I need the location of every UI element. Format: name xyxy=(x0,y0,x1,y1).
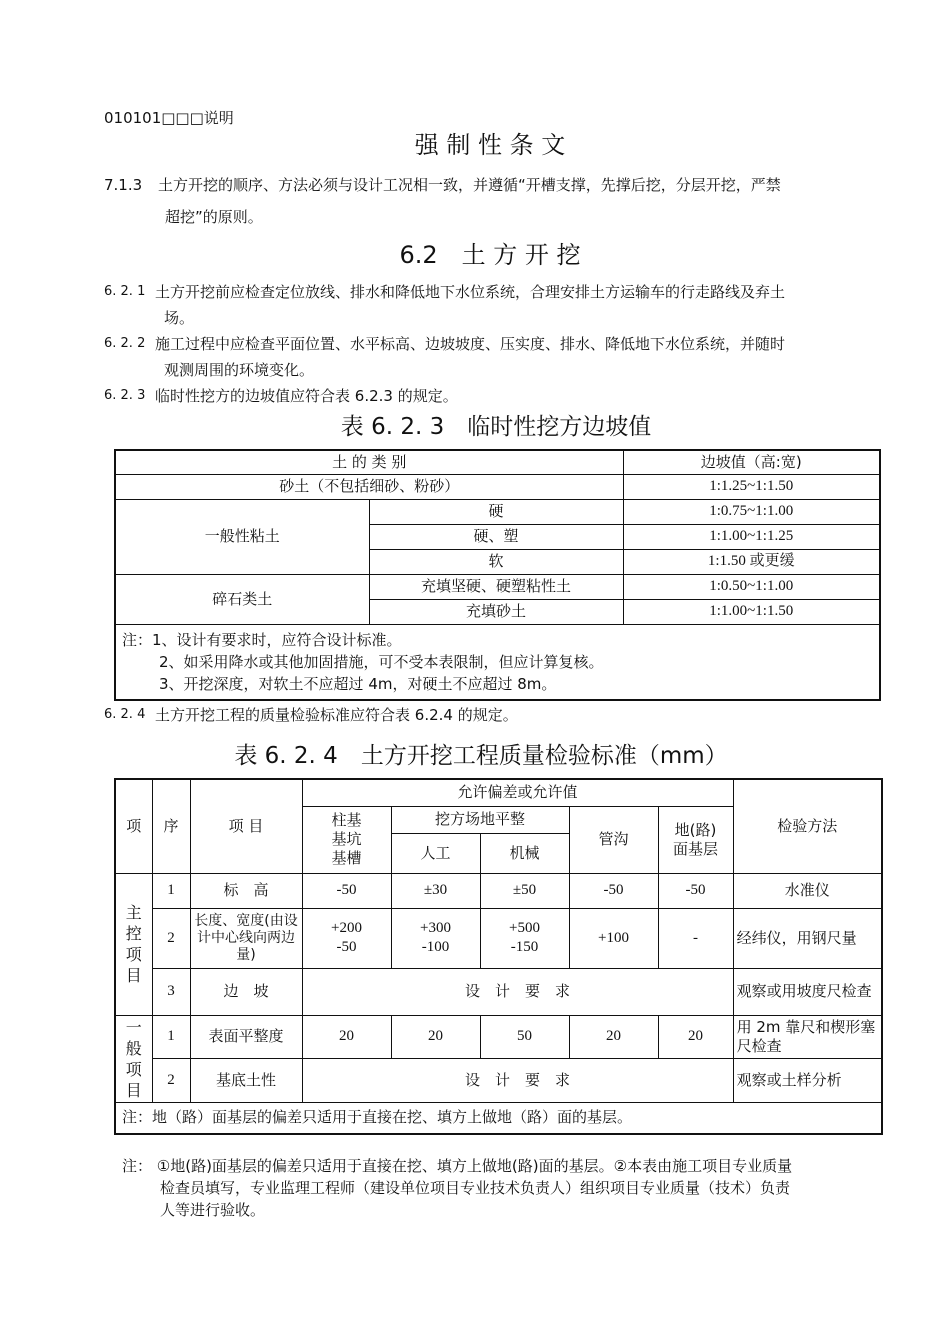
row-item: 边 坡 xyxy=(190,968,302,1015)
slope-value: 1:0.75~1:1.00 xyxy=(623,499,880,524)
quality-table xyxy=(114,778,883,1135)
clause-624-text: 土方开挖工程的质量检验标准应符合表 6.2.4 的规定。 xyxy=(155,706,518,724)
value-road: 20 xyxy=(658,1015,733,1058)
value-pit: -50 xyxy=(302,873,391,908)
row-seq: 3 xyxy=(152,968,190,1015)
value-machine: ±50 xyxy=(480,873,569,908)
value-manual: 20 xyxy=(391,1015,480,1058)
header-machine: 机械 xyxy=(480,833,569,873)
inspection-method: 观察或用坡度尺检查 xyxy=(733,968,882,1015)
clause-621-text-cont: 场。 xyxy=(164,309,195,327)
clause-623-text: 临时性挖方的边坡值应符合表 6.2.3 的规定。 xyxy=(155,387,458,405)
row-seq: 2 xyxy=(152,908,190,968)
footer-note-line: 人等进行验收。 xyxy=(160,1201,266,1219)
header-item: 项 xyxy=(115,779,152,873)
footer-note-line: 注： ①地(路)面基层的偏差只适用于直接在挖、填方上做地(路)面的基层。②本表由施工项目专业质量 xyxy=(122,1157,793,1175)
soil-type-clay: 一般性粘土 xyxy=(115,499,369,574)
slope-value: 1:0.50~1:1.00 xyxy=(623,574,880,599)
header-ditch: 管沟 xyxy=(569,806,658,873)
clause-622-text: 施工过程中应检查平面位置、水平标高、边坡坡度、压实度、排水、降低地下水位系统，并随时 xyxy=(155,335,786,353)
table-note-line: 2、如采用降水或其他加固措施，可不受本表限制，但应计算复核。 xyxy=(159,652,604,671)
soil-type-sand: 砂土（不包括细砂、粉砂） xyxy=(115,474,623,499)
inspection-method: 观察或土样分析 xyxy=(733,1058,882,1102)
clause-622-number: 6. 2. 2 xyxy=(104,336,146,351)
soil-subtype: 硬 xyxy=(369,499,623,524)
slope-value: 1:1.00~1:1.25 xyxy=(623,524,880,549)
row-item: 表面平整度 xyxy=(190,1015,302,1058)
header-pit: 柱基 基坑 基槽 xyxy=(302,806,391,873)
value-ditch: 20 xyxy=(569,1015,658,1058)
table-header-soil-type: 土 的 类 别 xyxy=(115,450,623,474)
design-requirement: 设 计 要 求 xyxy=(302,1058,733,1102)
table-notes xyxy=(115,624,880,700)
table-header-slope-value: 边坡值（高:宽) xyxy=(623,450,880,474)
inspection-method: 经纬仪，用钢尺量 xyxy=(733,908,882,968)
clause-622-text-cont: 观测周围的环境变化。 xyxy=(164,361,315,379)
section-title: 6.2 土 方 开 挖 xyxy=(399,241,581,269)
header-manual: 人工 xyxy=(391,833,480,873)
inspection-method: 水准仪 xyxy=(733,873,882,908)
clause-624-number: 6. 2. 4 xyxy=(104,707,146,722)
soil-subtype: 充填坚硬、硬塑粘性土 xyxy=(369,574,623,599)
table-note-line: 3、开挖深度，对软土不应超过 4m，对硬土不应超过 8m。 xyxy=(159,674,557,693)
value-road: - xyxy=(658,908,733,968)
table-623-title: 表 6. 2. 3 临时性挖方边坡值 xyxy=(340,414,652,440)
table-624-title: 表 6. 2. 4 土方开挖工程质量检验标准（mm） xyxy=(234,743,728,769)
clause-621-text: 土方开挖前应检查定位放线、排水和降低地下水位系统，合理安排土方运输车的行走路线及弃土 xyxy=(155,283,786,301)
soil-subtype: 充填砂土 xyxy=(369,599,623,624)
main-control-label: 主 控 项 目 xyxy=(115,873,152,1015)
row-item: 标 高 xyxy=(190,873,302,908)
value-ditch: +100 xyxy=(569,908,658,968)
inspection-method: 用 2m 靠尺和楔形塞尺检查 xyxy=(733,1015,882,1058)
header-seq: 序 xyxy=(152,779,190,873)
design-requirement: 设 计 要 求 xyxy=(302,968,733,1015)
table-note: 注：地（路）面基层的偏差只适用于直接在挖、填方上做地（路）面的基层。 xyxy=(115,1102,882,1134)
value-manual: ±30 xyxy=(391,873,480,908)
value-road: -50 xyxy=(658,873,733,908)
row-item: 基底土性 xyxy=(190,1058,302,1102)
value-pit: +200 -50 xyxy=(302,908,391,968)
slope-value: 1:1.50 或更缓 xyxy=(623,549,880,574)
row-seq: 1 xyxy=(152,873,190,908)
slope-value: 1:1.25~1:1.50 xyxy=(623,474,880,499)
value-ditch: -50 xyxy=(569,873,658,908)
header-road-base: 地(路) 面基层 xyxy=(658,806,733,873)
soil-type-gravel: 碎石类土 xyxy=(115,574,369,624)
value-machine: 50 xyxy=(480,1015,569,1058)
header-allowance: 允许偏差或允许值 xyxy=(302,779,733,806)
soil-subtype: 软 xyxy=(369,549,623,574)
header-project: 项 目 xyxy=(190,779,302,873)
general-item-label: 一 般 项 目 xyxy=(115,1015,152,1102)
row-seq: 2 xyxy=(152,1058,190,1102)
clause-713-text-cont: 超挖”的原则。 xyxy=(165,208,263,226)
header-field-leveling: 挖方场地平整 xyxy=(391,806,569,833)
value-manual: +300 -100 xyxy=(391,908,480,968)
row-seq: 1 xyxy=(152,1015,190,1058)
value-pit: 20 xyxy=(302,1015,391,1058)
mandatory-title: 强 制 性 条 文 xyxy=(414,131,566,159)
value-machine: +500 -150 xyxy=(480,908,569,968)
soil-subtype: 硬、塑 xyxy=(369,524,623,549)
document-code: 010101□□□说明 xyxy=(104,109,234,127)
clause-623-number: 6. 2. 3 xyxy=(104,388,146,403)
clause-713-text: 土方开挖的顺序、方法必须与设计工况相一致，并遵循“开槽支撑，先撑后挖，分层开挖，严禁 xyxy=(158,176,781,194)
row-item: 长度、宽度(由设计中心线向两边量) xyxy=(190,908,302,968)
slope-value: 1:1.00~1:1.50 xyxy=(623,599,880,624)
table-note-line: 注：1、设计有要求时，应符合设计标准。 xyxy=(122,630,402,649)
header-method: 检验方法 xyxy=(733,779,882,873)
footer-note-line: 检查员填写，专业监理工程师（建设单位项目专业技术负责人）组织项目专业质量（技术）负责 xyxy=(160,1179,791,1197)
clause-621-number: 6. 2. 1 xyxy=(104,284,146,299)
slope-table xyxy=(114,449,881,701)
clause-713-number: 7.1.3 xyxy=(104,176,143,194)
